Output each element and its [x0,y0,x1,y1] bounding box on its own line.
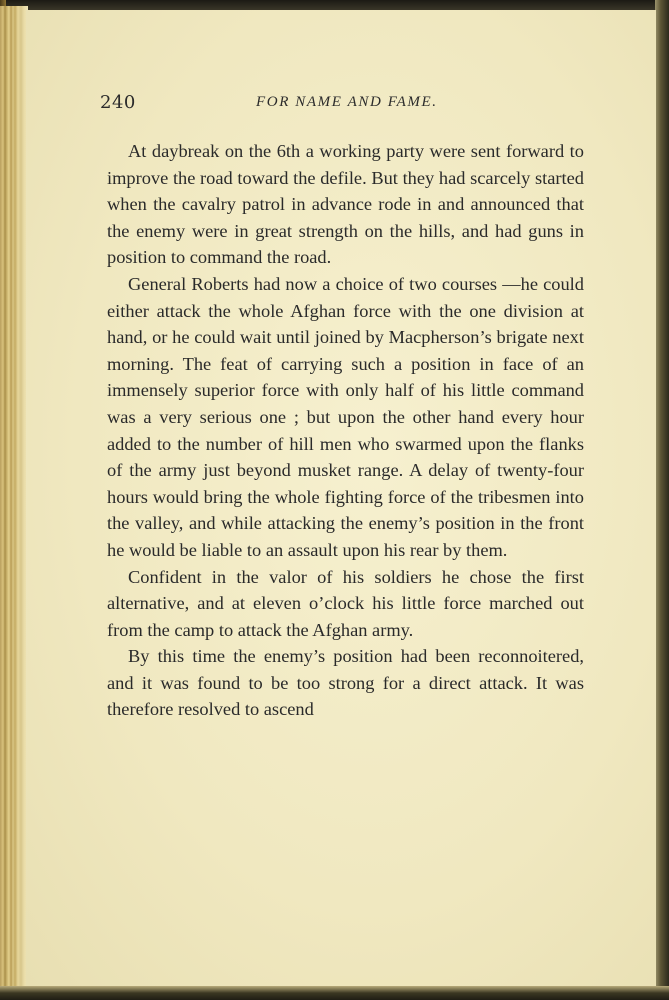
paragraph-1: At daybreak on the 6th a working party were sent forward to improve the road toward the defile. But they had scarcely started when the cavalry patrol in advance rode in and announced that the enemy were in great strength on the hills, and had guns in position to command the road. [107,141,584,268]
paragraph-4: By this time the enemy’s position had been reconnoitered, and it was found to be too strong for a direct attack. It was therefore resolved to ascend [107,646,584,720]
body-text [107,138,584,723]
page-bottom-edge [0,986,669,1000]
page-number: 240 [100,92,136,113]
paragraph-2: General Roberts had now a choice of two courses —he could either attack the whole Afghan force with the one division at hand, or he could wait until joined by Macpherson’s brigate next morning. The feat of carrying such a position in face of an immensely superior force with only half of his little command was a very serious one ; but upon the other hand every hour added to the number of hill men who swarmed upon the flanks of the army just beyond musket range. A delay of twenty-four hours would bring the whole fighting force of the tribesmen into the valley, and while attacking the enemy’s position in the front he would be liable to an assault upon his rear by them. [107,273,584,560]
page-right-edge [655,0,669,1000]
book-binding-edge [0,6,28,1000]
running-title: FOR NAME AND FAME. [256,94,438,110]
page-header [100,92,600,116]
page-top-edge [0,0,669,10]
paragraph-3: Confident in the valor of his soldiers he chose the first alternative, and at eleven o’clock his little force marched out from the camp to attack the Afghan army. [107,566,584,640]
